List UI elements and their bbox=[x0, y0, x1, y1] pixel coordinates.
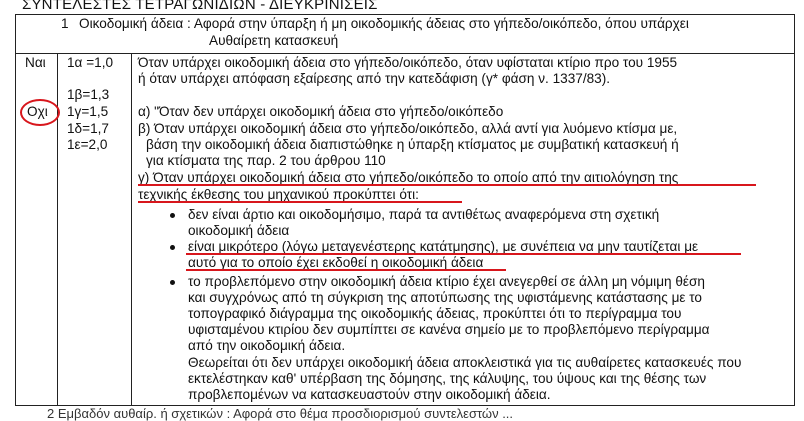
bullet-1 bbox=[170, 213, 175, 218]
next-row-partial: 2 Εμβαδόν αυθαίρ. ή σχετικών : Αφορά στο θέμα προσδιορισμού συντελεστών ... bbox=[47, 406, 514, 421]
header-line-1: Οικοδομική άδεια : Αφορά στην ύπαρξη ή μη οικοδομικής άδειας στο γήπεδο/οικόπεδο, όπου υπάρχει bbox=[79, 16, 689, 31]
coefficient-1d: 1δ=1,7 bbox=[67, 121, 109, 136]
note-line-1: Θεωρείται ότι δεν υπάρχει οικοδομική άδεια αποκλειστικά για τις αυθαίρετες κατασκευές που bbox=[188, 355, 742, 370]
highlight-underline-2 bbox=[138, 201, 462, 203]
bullet-3-line-4: υφισταμένου κτιρίου δεν συμπίπτει σε κανένα σημείο με το προβλεπόμενο περίγραμμα bbox=[188, 322, 710, 337]
coefficient-1g: 1γ=1,5 bbox=[67, 104, 109, 119]
bullet-2 bbox=[170, 245, 175, 250]
desc-gamma-2: τεχνικής έκθεσης του μηχανικού προκύπτει ότι: bbox=[138, 187, 419, 202]
bullet-2-line-2: αυτό για το οποίο έχει εκδοθεί η οικοδομική άδεια bbox=[188, 255, 484, 270]
note-line-3: προβλεπομένων να κατασκευαστούν στην οικοδομική άδεια. bbox=[188, 387, 551, 402]
desc-beta-1: β) Όταν υπάρχει οικοδομική άδεια στο γήπεδο/οικόπεδο, αλλά αντί για λυόμενο κτίσμα με, bbox=[138, 121, 678, 136]
coefficient-1b: 1β=1,3 bbox=[67, 87, 110, 102]
bullet-3-line-3: τοπογραφικό διάγραμμα της οικοδομικής άδειας, προκύπτει ότι το περίγραμμα του bbox=[188, 306, 682, 321]
coefficient-1a: 1α =1,0 bbox=[67, 55, 114, 70]
bullet-3 bbox=[170, 280, 175, 285]
bullet-3-line-1: το προβλεπόμενο στην οικοδομική άδεια κτίριο έχει ανεγερθεί σε άλλη μη νόμιμη θέση bbox=[188, 274, 705, 289]
coefficient-1e: 1ε=2,0 bbox=[67, 137, 108, 152]
highlight-underline-1 bbox=[138, 184, 756, 186]
row-number: 1 bbox=[61, 16, 69, 31]
explanation-table bbox=[15, 14, 795, 406]
header-line-2: Αυθαίρετη κατασκευή bbox=[209, 33, 339, 48]
bullet-3-line-2: και συγχρόνως από τη σύγκριση της αποτύπωσης της υφιστάμενης κατάστασης με το bbox=[188, 290, 702, 305]
answer-no: Οχι bbox=[27, 104, 48, 119]
note-line-2: εκτελέστηκαν καθ' υπέρβαση της δόμησης, της κάλυψης, του ύψους και της θέσης των bbox=[188, 371, 707, 386]
col-divider-2 bbox=[131, 53, 132, 405]
desc-beta-2: βάση την οικοδομική άδεια διαπιστώθηκε η ύπαρξη κτίσματος με συμβατική κατασκευή ή bbox=[146, 137, 679, 152]
bullet-2-line-1: είναι μικρότερο (λόγω μεταγενέστερης κατάτμησης), με συνέπεια να μην ταυτίζεται με bbox=[188, 239, 699, 254]
highlight-underline-4 bbox=[186, 269, 506, 271]
desc-a-line-1: Όταν υπάρχει οικοδομική άδεια στο γήπεδο/οικόπεδο, όταν υφίσταται κτίριο προ του 1955 bbox=[138, 55, 678, 70]
bullet-1-line-1: δεν είναι άρτιο και οικοδομήσιμο, παρά τα αντιθέτως αναφερόμενα στη σχετική bbox=[188, 207, 660, 222]
desc-beta-3: για κτίσματα της παρ. 2 του άρθρου 110 bbox=[146, 153, 386, 168]
desc-alpha: α) "Όταν δεν υπάρχει οικοδομική άδεια στο γήπεδο/οικόπεδο bbox=[138, 104, 504, 119]
highlight-underline-3 bbox=[186, 253, 741, 255]
highlight-circle-no bbox=[20, 99, 60, 126]
document-title: ΣΥΝΤΕΛΕΣΤΕΣ ΤΕΤΡΑΓΩΝΙΔΙΩΝ - ΔΙΕΥΚΡΙΝΙΣΕΙΣ bbox=[22, 0, 378, 13]
desc-a-line-2: ή όταν υπάρχει απόφαση εξαίρεσης από την κατεδάφιση (γ* φάση ν. 1337/83). bbox=[138, 71, 611, 86]
desc-gamma-1: γ) Όταν υπάρχει οικοδομική άδεια στο γήπεδο/οικόπεδο το οποίο από την αιτιολόγηση της bbox=[138, 170, 679, 185]
answer-yes: Ναι bbox=[25, 55, 46, 70]
bullet-3-line-5: από την οικοδομική άδεια. bbox=[188, 338, 346, 353]
bullet-1-line-2: οικοδομική άδεια bbox=[188, 223, 290, 238]
header-divider bbox=[16, 53, 794, 54]
